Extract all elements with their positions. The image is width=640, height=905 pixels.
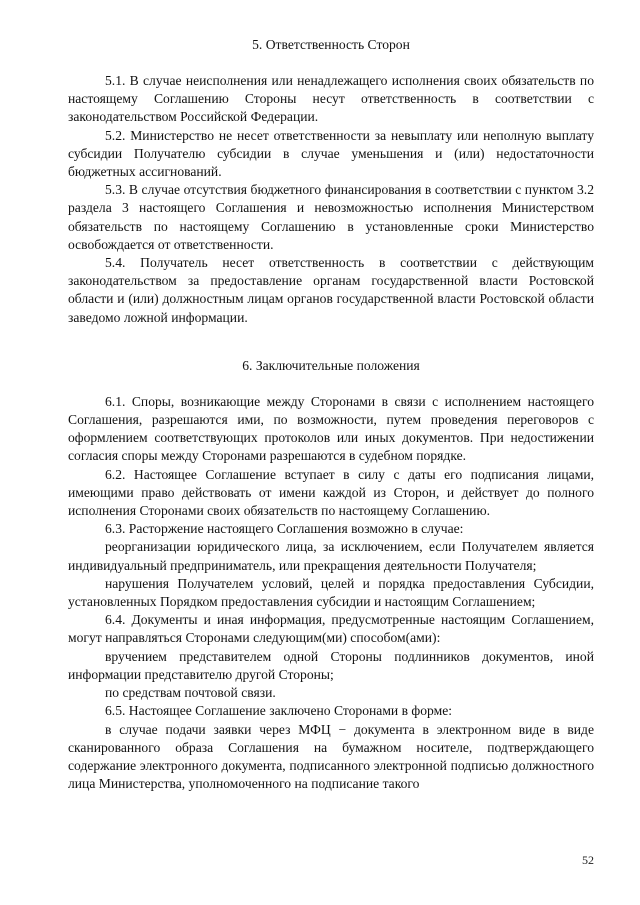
document-page bbox=[68, 36, 594, 793]
paragraph-5-4: 5.4. Получатель несет ответственность в соответствии с действующим законодательством за предоставление органам государственной власти Ростовской области и (или) должностным лицам органов государственной власти Ростовской области заведомо ложной информации. bbox=[68, 255, 594, 325]
paragraph-6-3-item-1: реорганизации юридического лица, за исключением, если Получателем является индивидуальный предприниматель, или прекращения деятельности Получателя; bbox=[68, 539, 594, 573]
paragraph-6-3-item-2: нарушения Получателем условий, целей и порядка предоставления Субсидии, установленных Порядком предоставления субсидии и настоящим Соглашением; bbox=[68, 575, 594, 610]
paragraph-6-4: 6.4. Документы и иная информация, предусмотренные настоящим Соглашением, могут направляться Сторонами следующим(ми) способом(ами): bbox=[68, 612, 594, 646]
paragraph-5-3: 5.3. В случае отсутствия бюджетного финансирования в соответствии с пунктом 3.2 раздела 3 настоящего Соглашения и невозможностью исполнения Министерством обязательств по настоящему Соглашению в установленные сроки Министерство освобождается от ответственности. bbox=[68, 182, 594, 252]
paragraph-5-1: 5.1. В случае неисполнения или ненадлежащего исполнения своих обязательств по настоящему Соглашению Стороны несут ответственность в соответствии с законодательством Российской Федерации. bbox=[68, 73, 594, 125]
paragraph-6-5-item-1: в случае подачи заявки через МФЦ − документа в электронном виде в виде сканированного образа Соглашения на бумажном носителе, подтверждающего содержание электронного документа, подписанного электронной подписью должностного лица Министерства, уполномоченного на подписание такого bbox=[68, 721, 594, 792]
paragraph-6-4-item-1: вручением представителем одной Стороны подлинников документов, иной информации представителю другой Стороны; bbox=[68, 648, 594, 682]
paragraph-5-2: 5.2. Министерство не несет ответственности за невыплату или неполную выплату субсидии Получателю субсидии в случае уменьшения и (или) недостаточности бюджетных ассигнований. bbox=[68, 127, 594, 180]
paragraph-6-4-item-2: по средствам почтовой связи. bbox=[105, 685, 276, 701]
paragraph-6-2: 6.2. Настоящее Соглашение вступает в силу с даты его подписания лицами, имеющими право действовать от имени каждой из Сторон, и действует до полного исполнения Сторонами своих обязательств по настоящему Соглашению. bbox=[68, 466, 594, 519]
page-number: 52 bbox=[582, 853, 594, 867]
paragraph-6-1: 6.1. Споры, возникающие между Сторонами в связи с исполнением настоящего Соглашения, разрешаются ими, по возможности, путем проведения переговоров с оформлением соответствующих протоколов или иных документов. При недостижении согласия споры между Сторонами разрешаются в судебном порядке. bbox=[68, 393, 594, 464]
section-5-title: 5. Ответственность Сторон bbox=[252, 37, 410, 52]
paragraph-6-5: 6.5. Настоящее Соглашение заключено Сторонами в форме: bbox=[105, 703, 453, 719]
paragraph-6-3: 6.3. Расторжение настоящего Соглашения возможно в случае: bbox=[105, 521, 464, 537]
section-6-title: 6. Заключительные положения bbox=[242, 357, 420, 373]
